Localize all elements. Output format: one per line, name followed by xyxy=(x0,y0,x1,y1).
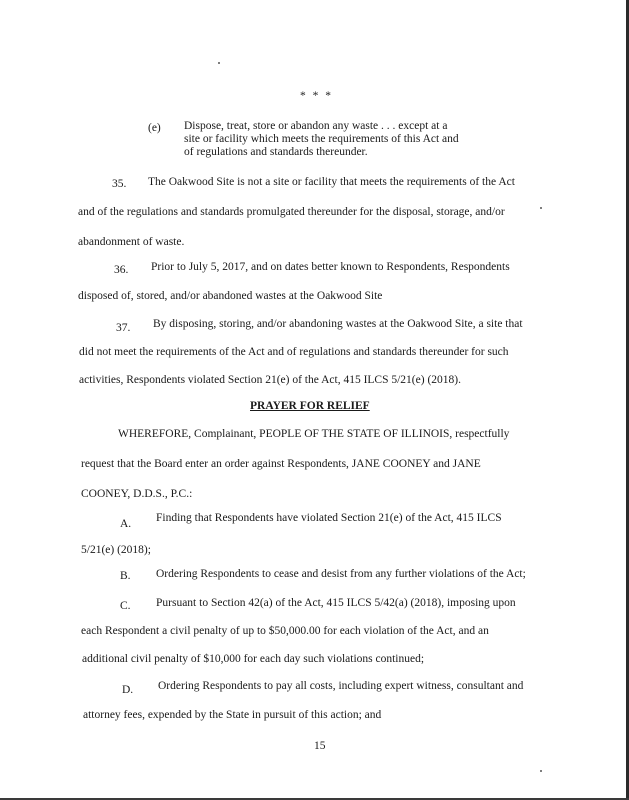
paragraph-number: 36. xyxy=(114,264,129,276)
relief-item-line: Finding that Respondents have violated Section 21(e) of the Act, 415 ILCS xyxy=(156,512,502,524)
relief-item-line: Ordering Respondents to pay all costs, including expert witness, consultant and xyxy=(158,680,524,692)
scan-speck xyxy=(540,207,542,209)
paragraph-number: 35. xyxy=(112,178,127,190)
paragraph-line: did not meet the requirements of the Act and of regulations and standards thereunder for such xyxy=(79,346,509,358)
paragraph-line: and of the regulations and standards promulgated thereunder for the disposal, storage, and/or xyxy=(78,206,505,218)
prayer-intro-line: request that the Board enter an order against Respondents, JANE COONEY and JANE xyxy=(81,458,481,470)
paragraph-line: abandonment of waste. xyxy=(78,236,185,248)
quote-subsection-marker: (e) xyxy=(148,122,161,134)
paragraph-line: Prior to July 5, 2017, and on dates better known to Respondents, Respondents xyxy=(151,261,510,273)
relief-item-line: each Respondent a civil penalty of up to $50,000.00 for each violation of the Act, and an xyxy=(81,625,489,637)
relief-item-letter: D. xyxy=(122,684,134,696)
prayer-intro-line: COONEY, D.D.S., P.C.: xyxy=(81,488,193,500)
scan-speck xyxy=(218,62,220,64)
relief-item-letter: A. xyxy=(120,518,132,530)
relief-item-line: Ordering Respondents to cease and desist from any further violations of the Act; xyxy=(156,568,526,580)
paragraph-line: activities, Respondents violated Section 21(e) of the Act, 415 ILCS 5/21(e) (2018). xyxy=(79,374,461,386)
page-number: 15 xyxy=(314,740,326,752)
scan-speck xyxy=(540,770,542,772)
relief-item-line: attorney fees, expended by the State in pursuit of this action; and xyxy=(83,709,382,721)
relief-item-line: 5/21(e) (2018); xyxy=(81,544,151,556)
paragraph-line: disposed of, stored, and/or abandoned wastes at the Oakwood Site xyxy=(78,290,383,302)
paragraph-line: By disposing, storing, and/or abandoning wastes at the Oakwood Site, a site that xyxy=(153,318,523,330)
prayer-intro-line: WHEREFORE, Complainant, PEOPLE OF THE STATE OF ILLINOIS, respectfully xyxy=(118,428,510,440)
paragraph-number: 37. xyxy=(116,322,131,334)
quote-line: site or facility which meets the requirements of this Act and xyxy=(184,133,459,145)
relief-item-letter: C. xyxy=(120,600,131,612)
relief-item-letter: B. xyxy=(120,570,131,582)
prayer-heading: PRAYER FOR RELIEF xyxy=(250,400,370,412)
paragraph-line: The Oakwood Site is not a site or facility that meets the requirements of the Act xyxy=(148,176,515,188)
relief-item-line: Pursuant to Section 42(a) of the Act, 415 ILCS 5/42(a) (2018), imposing upon xyxy=(156,597,516,609)
ellipsis-marker: * * * xyxy=(300,90,333,102)
relief-item-line: additional civil penalty of $10,000 for each day such violations continued; xyxy=(82,653,425,665)
quote-line: of regulations and standards thereunder. xyxy=(184,146,368,158)
quote-line: Dispose, treat, store or abandon any waste . . . except at a xyxy=(184,120,448,132)
